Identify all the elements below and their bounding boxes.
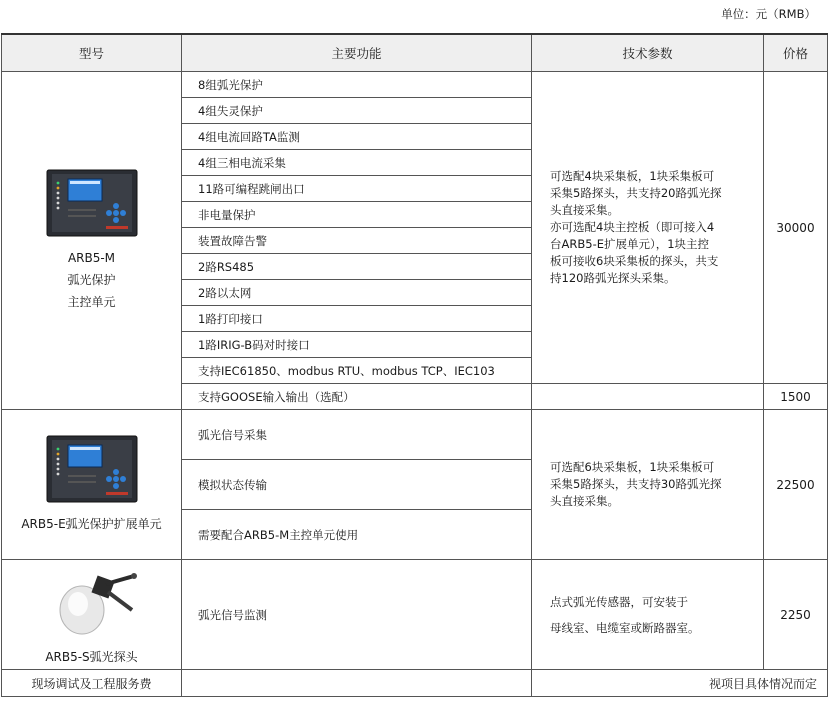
params-cell-arb5e	[532, 410, 764, 560]
param-line: 持120路弧光探头采集。	[550, 271, 676, 285]
header-function: 主要功能	[182, 34, 532, 72]
param-line: 可选配6块采集板，1块采集板可	[550, 460, 715, 474]
price-arb5s: 2250	[764, 560, 828, 670]
footer-row	[2, 670, 828, 697]
param-line: 可选配4块采集板，1块采集板可	[550, 169, 715, 183]
footer-note: 视项目具体情况而定	[532, 670, 828, 697]
arc-sensor-image	[42, 562, 142, 640]
param-line: 点式弧光传感器，可安装于	[550, 594, 688, 609]
function-item: 支持IEC61850、modbus RTU、modbus TCP、IEC103	[182, 358, 532, 384]
function-item: 非电量保护	[182, 202, 532, 228]
price-table	[1, 33, 828, 697]
function-item: 8组弧光保护	[182, 72, 532, 98]
model-desc-1: 弧光保护	[67, 272, 116, 287]
function-item: 2路以太网	[182, 280, 532, 306]
function-item: 1路打印接口	[182, 306, 532, 332]
relay-device-image	[46, 435, 138, 503]
params-cell-arb5s	[532, 560, 764, 670]
table-row	[2, 72, 828, 98]
footer-label: 现场调试及工程服务费	[2, 670, 182, 697]
table-row	[2, 560, 828, 670]
param-line: 采集5路探头，共支持20路弧光探	[550, 186, 722, 200]
price-option: 1500	[764, 384, 828, 410]
table-row	[2, 410, 828, 460]
function-item: 弧光信号监测	[182, 560, 532, 670]
relay-device-image	[46, 169, 138, 237]
model-name: ARB5-S弧光探头	[45, 649, 138, 664]
param-line: 采集5路探头，共支持30路弧光探	[550, 477, 722, 491]
function-item: 11路可编程跳闸出口	[182, 176, 532, 202]
header-price: 价格	[764, 34, 828, 72]
header-params: 技术参数	[532, 34, 764, 72]
params-cell-arb5m	[532, 72, 764, 384]
function-item: 4组失灵保护	[182, 98, 532, 124]
header-row	[2, 34, 828, 72]
param-line: 台ARB5-E扩展单元），1块主控	[550, 237, 710, 251]
model-name: ARB5-E弧光保护扩展单元	[21, 516, 162, 531]
param-line: 亦可选配4块主控板（即可接入4	[550, 220, 715, 234]
model-desc-2: 主控单元	[67, 294, 116, 309]
param-line: 头直接采集。	[550, 203, 619, 217]
model-cell-arb5e	[2, 410, 182, 560]
param-line: 头直接采集。	[550, 494, 619, 508]
header-model: 型号	[2, 34, 182, 72]
function-item: 4组三相电流采集	[182, 150, 532, 176]
footer-empty	[182, 670, 532, 697]
function-item: 4组电流回路TA监测	[182, 124, 532, 150]
function-item: 装置故障告警	[182, 228, 532, 254]
function-item: 弧光信号采集	[182, 410, 532, 460]
function-item: 支持GOOSE输入输出（选配）	[182, 384, 532, 410]
model-cell-arb5s	[2, 560, 182, 670]
model-name: ARB5-M	[67, 250, 116, 265]
param-line: 母线室、电缆室或断路器室。	[550, 620, 700, 635]
function-item: 需要配合ARB5-M主控单元使用	[182, 510, 532, 560]
price-arb5m: 30000	[764, 72, 828, 384]
param-line: 板可接收6块采集板的探头，共支	[550, 254, 719, 268]
function-item: 2路RS485	[182, 254, 532, 280]
model-cell-arb5m	[2, 72, 182, 410]
unit-note: 单位：元（RMB）	[721, 7, 816, 21]
function-item: 1路IRIG-B码对时接口	[182, 332, 532, 358]
params-empty	[532, 384, 764, 410]
price-arb5e: 22500	[764, 410, 828, 560]
function-item: 模拟状态传输	[182, 460, 532, 510]
